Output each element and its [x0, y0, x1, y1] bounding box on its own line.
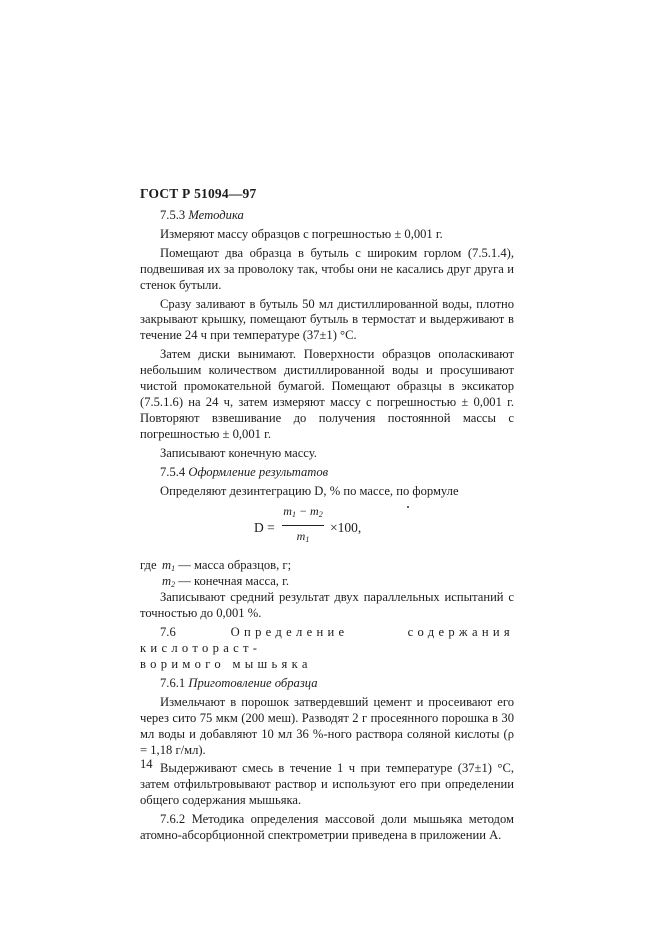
- section-7-5-4-heading: [140, 465, 514, 481]
- section-7-6-heading-cont: [140, 657, 514, 673]
- paragraph: Записывают средний результат двух параллельных испытаний с точностью до 0,001 %.: [140, 590, 514, 621]
- paragraph: Определяют дезинтеграцию D, % по массе, по формуле: [160, 483, 459, 498]
- section-7-6-heading: [140, 625, 514, 657]
- section-title-line-1: Определение содержания кислотораст-: [140, 625, 514, 656]
- formula-rhs: ×100,: [330, 520, 362, 536]
- page-number: 14: [140, 757, 153, 771]
- where-label: где: [140, 558, 157, 573]
- section-title: Методика: [188, 208, 244, 222]
- paragraph: Помещают два образца в бутыль с широким горлом (7.5.1.4), подвешивая их за проволоку так, чтобы они не касались друг друга и стенок бутыли.: [140, 245, 514, 292]
- section-title-line-2: воримого мышьяка: [140, 657, 312, 672]
- section-7-6-1-heading: [140, 676, 514, 692]
- symbol-m1: $m_1$: [162, 558, 176, 574]
- where-m2-definition: [162, 574, 289, 593]
- symbol-m2: $m_2$: [162, 574, 176, 590]
- definition-text: — конечная масса, г.: [178, 574, 289, 589]
- paragraph: Измельчают в порошок затвердевший цемент и просеивают его через сито 75 мкм (200 меш). Разводят 2 г просеянного порошка в 30 мл воды и добавляют 10 мл 36 %-ного раствора соляной кислоты (ρ = 1,18 г/мл).: [140, 694, 514, 757]
- formula-numerator: $m_1 - m_2$: [282, 504, 324, 526]
- section-7-5-3-heading: [140, 208, 514, 224]
- document-header: ГОСТ Р 51094—97: [140, 186, 257, 201]
- section-number: 7.5.4: [160, 464, 186, 479]
- where-m2: [140, 574, 514, 590]
- formula-fraction: [282, 504, 324, 548]
- disintegration-formula: [140, 502, 514, 558]
- section-title: Приготовление образца: [188, 675, 318, 690]
- document-body: [140, 208, 514, 844]
- section-number: 7.6.1: [160, 675, 186, 690]
- paragraph: Записывают конечную массу.: [160, 445, 317, 460]
- speck: [407, 506, 409, 508]
- paragraph: Затем диски вынимают. Поверхности образцов ополаскивают небольшим количеством дистиллированной воды и просушивают чистой промокательной бумагой. Помещают образцы в эксикатор (7.5.1.6) на 24 ч, затем измеряют массу с погрешностью ± 0,001 г. Повторяют взвешивание до получения постоянной массы с погрешностью ± 0,001 г.: [140, 347, 514, 441]
- definition-text: — масса образцов, г;: [178, 558, 292, 573]
- formula-denominator: $m_1$: [296, 529, 310, 545]
- formula-lhs: D =: [254, 520, 275, 536]
- where-m1: [140, 558, 514, 574]
- paragraph: Измеряют массу образцов с погрешностью ± 0,001 г.: [160, 226, 443, 241]
- paragraph: Выдерживают смесь в течение 1 ч при температуре (37±1) °С, затем отфильтровывают раствор и используют его при определении общего содержания мышьяка.: [140, 761, 514, 808]
- paragraph: 7.6.2 Методика определения массовой доли мышьяка методом атомно-абсорбционной спектрометрии приведена в приложении А.: [140, 812, 514, 843]
- section-number: 7.5.3: [160, 208, 186, 222]
- section-title: Оформление результатов: [188, 464, 329, 479]
- paragraph: Сразу заливают в бутыль 50 мл дистиллированной воды, плотно закрывают крышку, помещают бутыль в термостат и выдерживают в течение 24 ч при температуре (37±1) °С.: [140, 296, 514, 343]
- section-number: 7.6: [160, 625, 176, 640]
